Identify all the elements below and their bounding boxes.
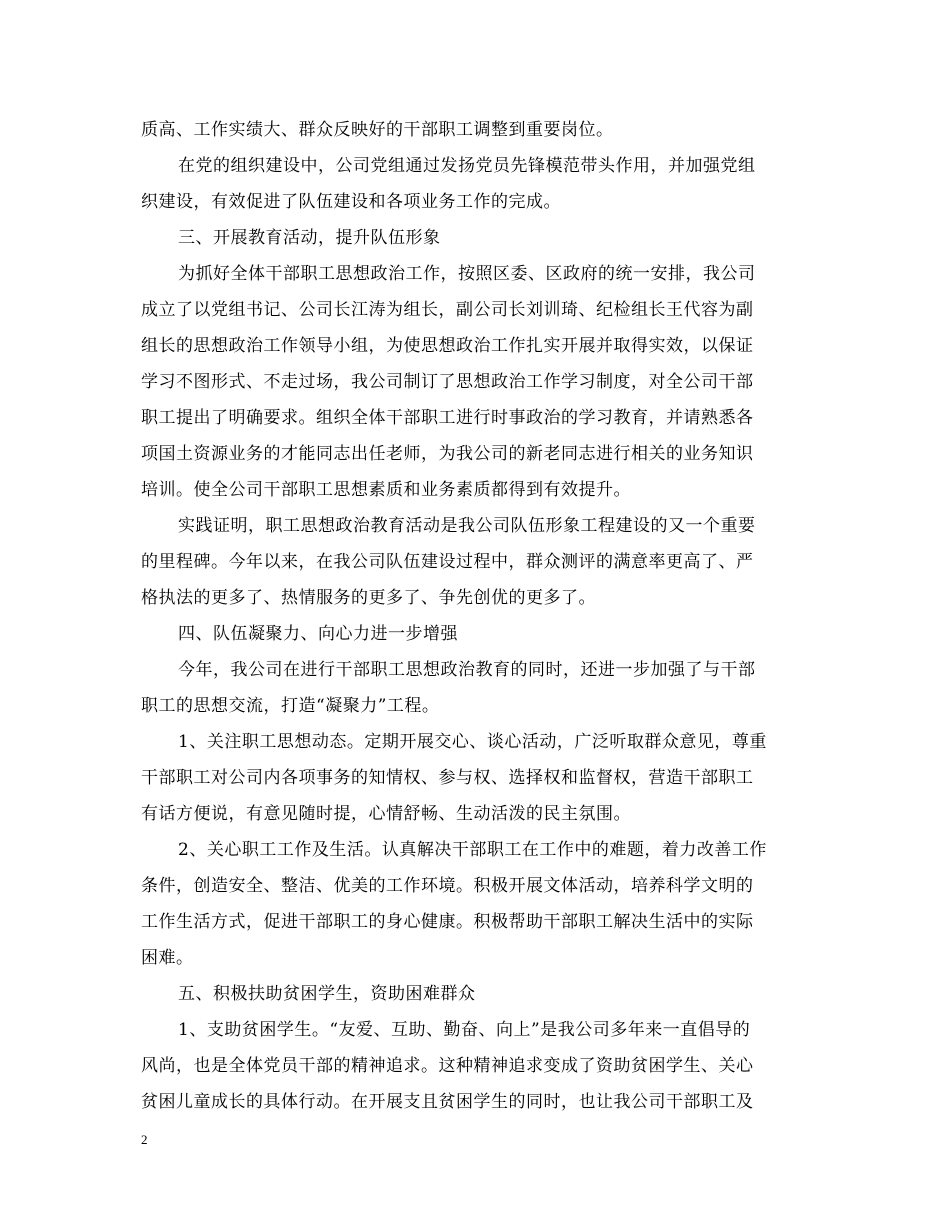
paragraph-line: 风尚，也是全体党员干部的精神追求。这种精神追求变成了资助贫困学生、关心	[141, 1056, 754, 1076]
paragraph-line: 1、支助贫困学生。“友爱、互助、勤奋、向上”是我公司多年来一直倡导的	[178, 1020, 751, 1040]
paragraph-line: 实践证明，职工思想政治教育活动是我公司队伍形象工程建设的又一个重要	[178, 516, 756, 536]
section-heading: 五、积极扶助贫困学生，资助困难群众	[178, 984, 476, 1004]
section-heading: 三、开展教育活动，提升队伍形象	[178, 228, 441, 248]
paragraph-line: 2、关心职工工作及生活。认真解决干部职工在工作中的难题，着力改善工作	[178, 840, 767, 860]
paragraph-line: 在党的组织建设中，公司党组通过发扬党员先锋模范带头作用，并加强党组	[178, 156, 756, 176]
page-number: 2	[141, 1132, 148, 1147]
paragraph-line: 干部职工对公司内各项事务的知情权、参与权、选择权和监督权，营造干部职工	[141, 768, 754, 788]
paragraph-line: 培训。使全公司干部职工思想素质和业务素质都得到有效提升。	[141, 480, 631, 500]
paragraph-line: 项国土资源业务的才能同志出任老师，为我公司的新老同志进行相关的业务知识	[141, 444, 754, 464]
paragraph-line: 职工提出了明确要求。组织全体干部职工进行时事政治的学习教育，并请熟悉各	[141, 408, 754, 428]
paragraph-line: 质高、工作实绩大、群众反映好的干部职工调整到重要岗位。	[141, 120, 614, 140]
paragraph-line: 职工的思想交流，打造“凝聚力”工程。	[141, 696, 440, 716]
paragraph-line: 的里程碑。今年以来，在我公司队伍建设过程中，群众测评的满意率更高了、严	[141, 552, 754, 572]
paragraph-line: 1、关注职工思想动态。定期开展交心、谈心活动，广泛听取群众意见，尊重	[178, 732, 767, 752]
paragraph-line: 有话方便说，有意见随时提，心情舒畅、生动活泼的民主氛围。	[141, 804, 631, 824]
paragraph-line: 困难。	[141, 948, 194, 968]
paragraph-line: 格执法的更多了、热情服务的更多了、争先创优的更多了。	[141, 588, 596, 608]
section-heading: 四、队伍凝聚力、向心力进一步增强	[178, 624, 458, 644]
paragraph-line: 今年，我公司在进行干部职工思想政治教育的同时，还进一步加强了与干部	[178, 660, 756, 680]
paragraph-line: 贫困儿童成长的具体行动。在开展支且贫困学生的同时，也让我公司干部职工及	[141, 1092, 754, 1112]
paragraph-line: 织建设，有效促进了队伍建设和各项业务工作的完成。	[141, 192, 561, 212]
paragraph-line: 为抓好全体干部职工思想政治工作，按照区委、区政府的统一安排，我公司	[178, 264, 756, 284]
paragraph-line: 组长的思想政治工作领导小组，为使思想政治工作扎实开展并取得实效，以保证	[141, 336, 754, 356]
paragraph-line: 工作生活方式，促进干部职工的身心健康。积极帮助干部职工解决生活中的实际	[141, 912, 754, 932]
paragraph-line: 条件，创造安全、整洁、优美的工作环境。积极开展文体活动，培养科学文明的	[141, 876, 754, 896]
paragraph-line: 成立了以党组书记、公司长江涛为组长，副公司长刘训琦、纪检组长王代容为副	[141, 300, 754, 320]
paragraph-line: 学习不图形式、不走过场，我公司制订了思想政治工作学习制度，对全公司干部	[141, 372, 754, 392]
